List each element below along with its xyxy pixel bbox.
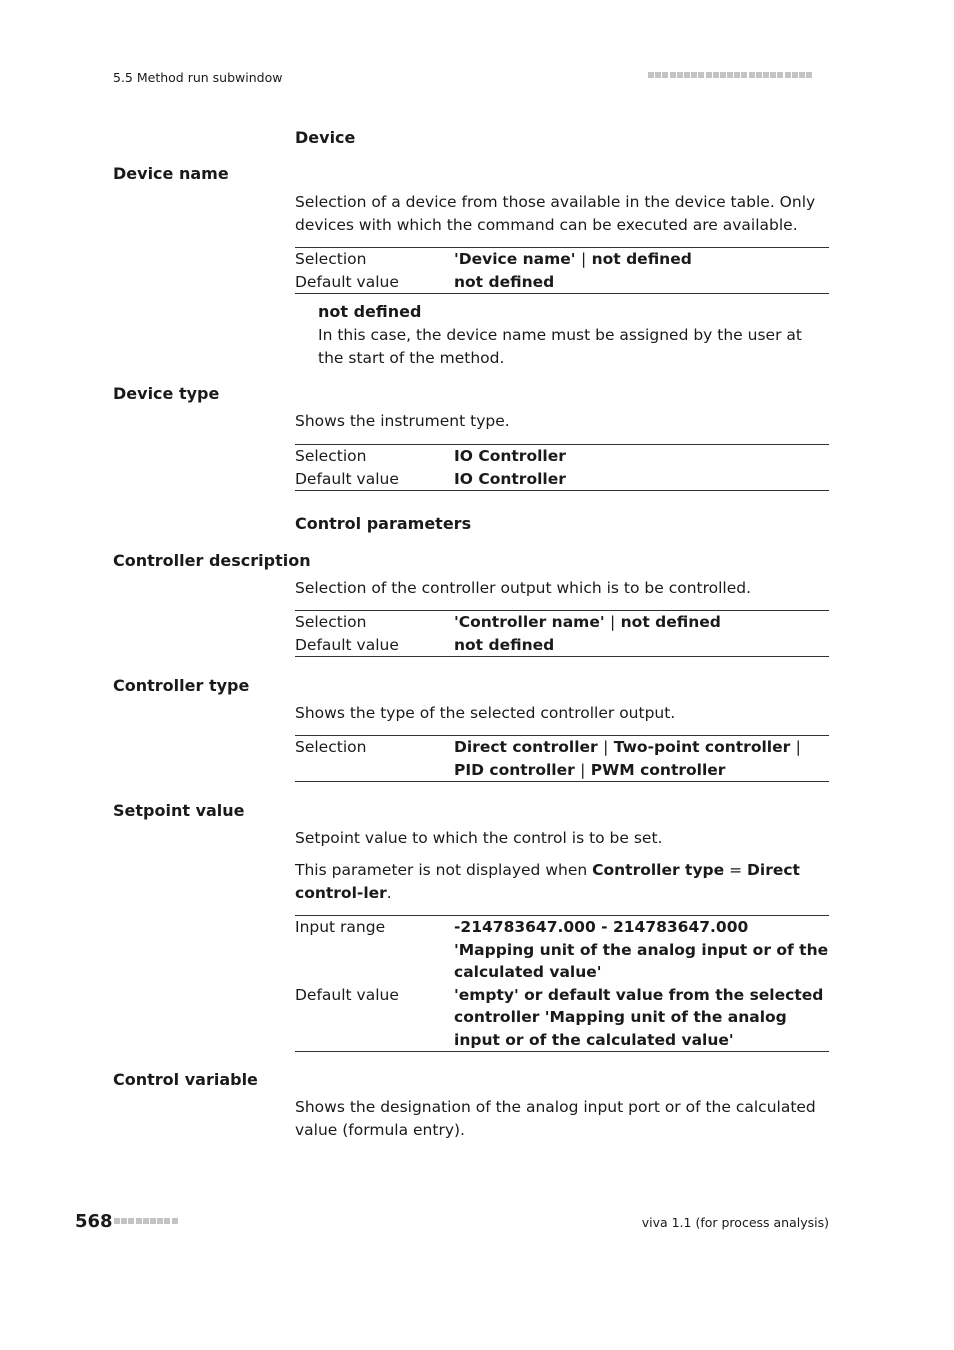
row-value: 'Controller name' | not defined xyxy=(454,613,721,631)
table-row xyxy=(295,445,829,468)
page-number: 568 xyxy=(75,1211,113,1232)
param-table-controller-type xyxy=(295,735,829,782)
table-row xyxy=(295,984,829,1052)
footer-product-name: viva 1.1 (for process analysis) xyxy=(641,1215,829,1230)
param-table-controller-description xyxy=(295,610,829,657)
row-label: Selection xyxy=(295,738,367,756)
table-row xyxy=(295,634,829,657)
row-label: Default value xyxy=(295,985,399,1004)
row-label: Input range xyxy=(295,918,386,936)
table-row xyxy=(295,271,829,294)
row-value: 'empty' or default value from the selected controller 'Mapping unit of the analog input or of the calculated value' xyxy=(454,985,824,1049)
param-table-device-name xyxy=(295,247,829,294)
param-desc-device-name: Selection of a device from those available in the device table. Only devices with which the command can be executed are available. xyxy=(295,193,816,234)
param-title-device-type: Device type xyxy=(113,384,220,403)
param-title-controller-type: Controller type xyxy=(113,676,250,695)
section-heading-device: Device xyxy=(295,128,356,147)
row-label: Default value xyxy=(295,272,399,291)
param-table-setpoint-value xyxy=(295,915,829,1052)
footer-dots-decoration xyxy=(114,1218,179,1237)
row-value: not defined xyxy=(454,272,555,291)
row-label: Selection xyxy=(295,250,367,268)
table-row xyxy=(295,611,829,634)
table-row xyxy=(295,248,829,271)
table-row xyxy=(295,468,829,491)
header-dots-decoration xyxy=(648,72,829,80)
param-note-setpoint-value: This parameter is not displayed when Controller type = Direct control-ler. xyxy=(295,861,800,902)
param-desc-device-type: Shows the instrument type. xyxy=(295,412,510,430)
param-title-setpoint-value: Setpoint value xyxy=(113,801,245,820)
param-title-device-name: Device name xyxy=(113,164,229,183)
row-label: Default value xyxy=(295,635,399,654)
row-value: -214783647.000 - 214783647.000 'Mapping unit of the analog input or of the calculated value' xyxy=(454,918,829,981)
option-desc-not-defined: In this case, the device name must be assigned by the user at the start of the method. xyxy=(318,326,802,367)
row-value: 'Device name' | not defined xyxy=(454,250,692,268)
param-desc-controller-description: Selection of the controller output which is to be controlled. xyxy=(295,579,752,597)
row-value: IO Controller xyxy=(454,469,566,488)
param-desc-control-variable: Shows the designation of the analog input port or of the calculated value (formula entry). xyxy=(295,1098,816,1139)
table-row xyxy=(295,736,829,781)
param-desc-setpoint-value: Setpoint value to which the control is to be set. xyxy=(295,829,663,847)
param-title-controller-description: Controller description xyxy=(113,551,311,570)
param-desc-controller-type: Shows the type of the selected controller output. xyxy=(295,704,676,722)
row-label: Default value xyxy=(295,469,399,488)
row-value: Direct controller | Two-point controller | PID controller | PWM controller xyxy=(454,738,801,779)
row-value: not defined xyxy=(454,635,555,654)
section-heading-control-parameters: Control parameters xyxy=(295,514,472,533)
param-title-control-variable: Control variable xyxy=(113,1070,258,1089)
row-value: IO Controller xyxy=(454,447,566,465)
param-table-device-type xyxy=(295,444,829,491)
row-label: Selection xyxy=(295,613,367,631)
running-header: 5.5 Method run subwindow xyxy=(113,70,283,85)
table-row xyxy=(295,916,829,984)
option-title-not-defined: not defined xyxy=(318,302,422,321)
row-label: Selection xyxy=(295,447,367,465)
